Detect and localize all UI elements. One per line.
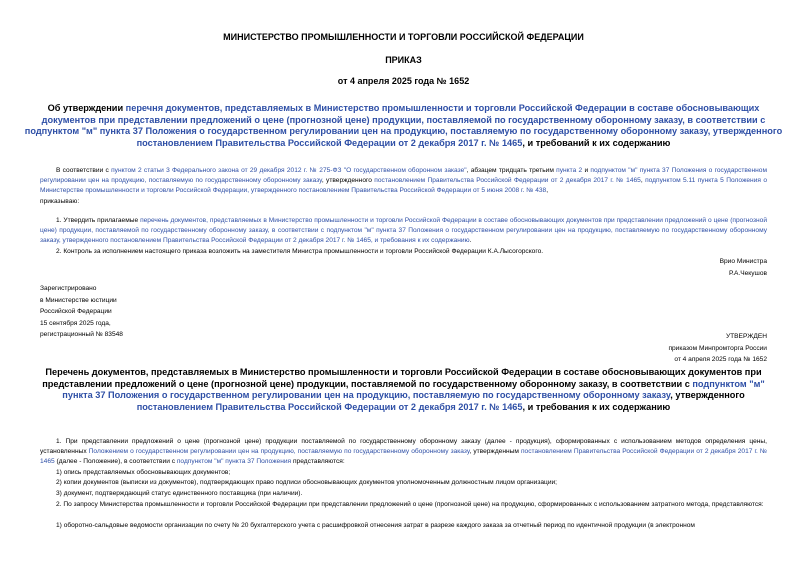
preamble-text: В соответствии с	[56, 167, 112, 174]
preamble-text: , абзацем тридцать третьим	[466, 167, 557, 174]
list-point-2-subpoint-1: 1) оборотно-сальдовые ведомости организации по счету № 20 бухгалтерского учета с расшифровкой отнесения затрат в разрезе каждого заказа за отчетный период по идентичной продукции (в электронном	[56, 522, 695, 529]
signature-name: Р.А.Чекушов	[729, 269, 767, 277]
point-link[interactable]: пункта 2	[556, 167, 583, 174]
approved-list-link[interactable]: перечень документов, представляемых в Министерство промышленности и торговли Российской Федерации в составе обосновывающих документов при представлении предложений о цене (прогнозной цене) продукции, поставляемой по государственному оборонному заказу, в соответствии с подпунктом "м" пункта 37 Положения о государственном регулировании цен на продукцию, поставляемую по государственному оборонному заказу, утвержденного постановлением Правительства Российской Федерации от 2 декабря 2017 г. № 1465, и требования к их содержанию	[40, 217, 767, 245]
list-title-decree-link[interactable]: постановлением Правительства Российской Федерации от 2 декабря 2017 г. № 1465	[136, 401, 523, 412]
preamble-text: , утвержденного	[321, 177, 375, 185]
preamble-text: ,	[640, 177, 646, 185]
signature-block	[720, 256, 767, 279]
list-point-text: (далее - Положение), в соответствии с	[54, 458, 177, 466]
list-title-text: Перечень документов, представляемых в Министерство промышленности и торговли Российской Федерации в составе обосновывающих документов при представлении предложений о цене (прогнозной цене) продукции, поставляемой по государственному оборонному заказу, в соответствии с	[42, 367, 762, 389]
order-title-suffix: , и требований к их содержанию	[522, 137, 671, 148]
order-date-number: от 4 апреля 2025 года № 1652	[337, 76, 470, 86]
registration-line: регистрационный № 83548	[40, 331, 123, 338]
registration-line: 15 сентября 2025 года,	[40, 319, 111, 327]
government-decree-link[interactable]: постановлением Правительства Российской Федерации от 2 декабря 2017 г. № 1465	[40, 448, 767, 466]
preamble-text: ,	[546, 187, 549, 195]
order-title-link[interactable]: перечня документов, представляемых в Министерство промышленности и торговли Российской Федерации в составе обосновывающих документов при представлении предложений о цене (прогнозной цене) продукции, поставляемой по государственному оборонному заказу, в соответствии с подпунктом "м" пункта 37 Положения о государственном регулировании цен на продукцию, поставляемую по государственному оборонному заказу, утвержденного постановлением Правительства Российской Федерации от 2 декабря 2017 г. № 1465	[24, 103, 783, 148]
item-1-text: .	[469, 237, 472, 245]
item-1-paragraph	[40, 216, 767, 247]
list-subpoint-2: 2) копии документов (выписки из документов), подтверждающих право подписи обосновывающих документов уполномоченным должностным лицом организации;	[56, 479, 558, 486]
list-point-2: 2. По запросу Министерства промышленности и торговли Российской Федерации при представлении предложений о цене (прогнозной цене) на продукцию, сформированных с использованием затратного метода, представляются:	[56, 501, 764, 508]
registration-line: Зарегистрировано	[40, 285, 97, 292]
registration-block	[40, 283, 123, 341]
order-title	[20, 103, 787, 149]
item-2-paragraph: 2. Контроль за исполнением настоящего приказа возложить на заместителя Министра промышленности и торговли Российской Федерации К.А.Лысогорского.	[56, 248, 544, 255]
order-word: приказываю:	[40, 197, 80, 205]
registration-line: Российской Федерации	[40, 308, 112, 315]
item-1-text: 1. Утвердить прилагаемые	[56, 217, 141, 224]
list-title-regulation-link[interactable]: подпунктом "м" пункта 37 Положения о государственном регулировании цен на продукцию, поставляемую по государственному оборонному заказу	[62, 378, 765, 400]
list-point-1	[40, 437, 767, 468]
order-title-prefix: Об утверждении	[47, 103, 126, 113]
subpoint-link[interactable]: подпунктом "м" пункта 37 Положения	[176, 458, 292, 466]
approval-line: приказом Минпромторга России	[668, 344, 767, 352]
list-point-text: представляются:	[291, 458, 345, 466]
list-subpoint-3: 3) документ, подтверждающий статус единственного поставщика (при наличии).	[56, 490, 303, 497]
regulation-link[interactable]: Положением о государственном регулировании цен на продукцию, поставляемую по государственному оборонному заказу	[88, 448, 470, 456]
law-link[interactable]: пунктом 2 статьи 3 Федерального закона от 29 декабря 2012 г. № 275-ФЗ "О государственном оборонном заказе"	[111, 167, 467, 174]
ministry-regulation-link[interactable]: подпунктом 5.11 пункта 5 Положения о Министерстве промышленности и торговли Российской Федерации, утвержденного постановлением Правительства Российской Федерации от 5 июня 2008 г. № 438	[40, 177, 767, 195]
list-subpoint-1: 1) опись представляемых обосновывающих документов;	[56, 469, 231, 476]
document-type: ПРИКАЗ	[385, 55, 422, 65]
approval-stamp	[668, 331, 767, 366]
preamble-paragraph	[40, 166, 767, 207]
registration-line: в Министерстве юстиции	[40, 296, 117, 304]
list-point-text: , утвержденным	[469, 448, 521, 456]
list-title-text: , и требования к их содержанию	[522, 401, 671, 412]
signature-role: Врио Министра	[719, 258, 767, 265]
ministry-heading: МИНИСТЕРСТВО ПРОМЫШЛЕННОСТИ И ТОРГОВЛИ РОССИЙСКОЙ ФЕДЕРАЦИИ	[223, 32, 584, 42]
list-point-text: 1. При представлении предложений о цене (прогнозной цене) продукции поставляемой по государственному оборонному заказу (далее - продукция), сформированных с использованием методов определения цены, установленных	[40, 438, 767, 456]
government-decree-link[interactable]: постановлением Правительства Российской Федерации от 2 декабря 2017 г. № 1465	[374, 177, 641, 185]
list-title-text: , утвержденного	[670, 390, 745, 400]
regulation-link[interactable]: подпунктом "м" пункта 37 Положения о государственном регулировании цен на продукцию, поставляемую по государственному оборонному заказу	[40, 167, 767, 185]
preamble-text: и	[582, 167, 591, 174]
approval-line: УТВЕРЖДЕН	[725, 333, 767, 340]
list-title	[30, 367, 777, 413]
approval-line: от 4 апреля 2025 года № 1652	[674, 356, 767, 363]
